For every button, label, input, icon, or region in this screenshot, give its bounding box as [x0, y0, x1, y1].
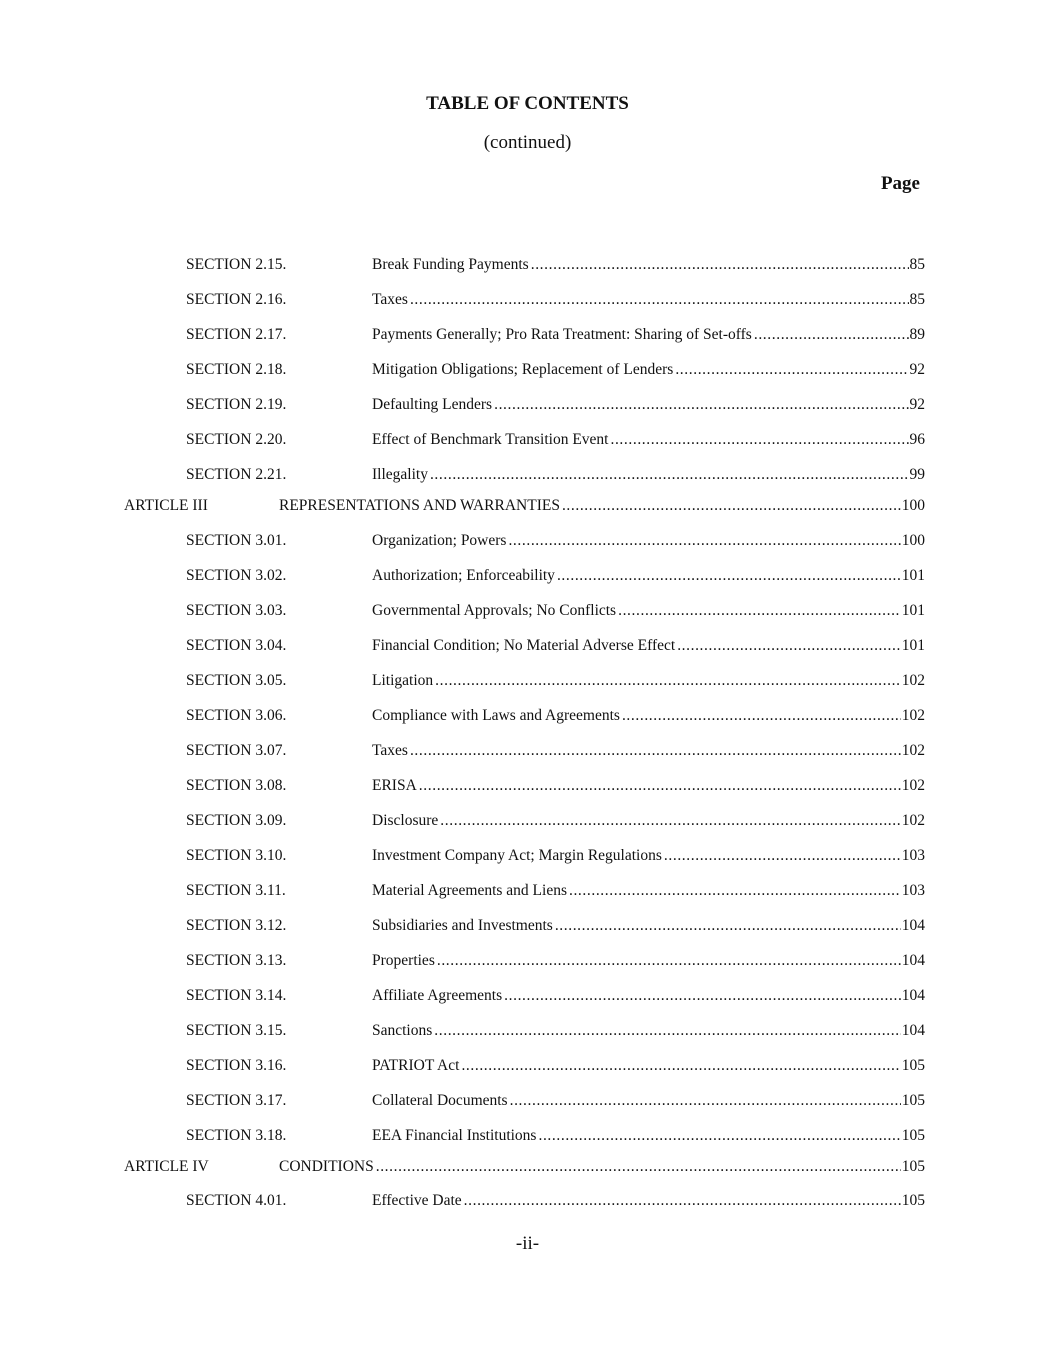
- entry-page-number: 105: [901, 1126, 925, 1144]
- entry-page-number: 92: [909, 396, 925, 413]
- entry-label: SECTION 3.11.: [186, 881, 286, 899]
- toc-section-entry[interactable]: [0, 1183, 1055, 1218]
- entry-title: Mitigation Obligations; Replacement of Lenders: [372, 361, 674, 378]
- dot-leader: [562, 490, 901, 523]
- entry-title: Defaulting Lenders: [372, 396, 493, 413]
- entry-label: SECTION 3.09.: [186, 811, 287, 829]
- entry-title: Material Agreements and Liens: [372, 881, 567, 899]
- entry-title: Financial Condition; No Material Adverse Effect: [372, 636, 676, 654]
- toc-list: [0, 247, 1055, 1218]
- entry-title: Litigation: [372, 671, 434, 689]
- entry-page-number: 105: [901, 1056, 925, 1074]
- entry-label: SECTION 3.13.: [186, 951, 287, 969]
- entry-page-number: 103: [901, 846, 925, 864]
- entry-label: SECTION 3.14.: [186, 986, 287, 1004]
- entry-page-number: 102: [901, 706, 925, 724]
- entry-label: SECTION 3.03.: [186, 601, 287, 619]
- toc-section-entry[interactable]: [0, 247, 1055, 282]
- entry-title: EEA Financial Institutions: [372, 1126, 537, 1144]
- entry-title: Organization; Powers: [372, 531, 507, 549]
- dot-leader: [754, 317, 909, 352]
- entry-label: ARTICLE III: [124, 497, 208, 514]
- toc-section-entry[interactable]: [0, 943, 1055, 978]
- dot-leader: [618, 593, 901, 628]
- toc-section-entry[interactable]: [0, 1118, 1055, 1151]
- dot-leader: [410, 282, 909, 317]
- dot-leader: [435, 663, 901, 698]
- toc-section-entry[interactable]: [0, 523, 1055, 558]
- dot-leader: [464, 1183, 901, 1218]
- entry-page-number: 102: [901, 776, 925, 794]
- dot-leader: [664, 838, 901, 873]
- entry-label: SECTION 2.15.: [186, 256, 287, 273]
- toc-section-entry[interactable]: [0, 908, 1055, 943]
- entry-page-number: 102: [901, 671, 925, 689]
- page-number: -ii-: [515, 1233, 540, 1254]
- entry-title: Effective Date: [372, 1192, 462, 1209]
- entry-page-number: 104: [901, 1021, 925, 1039]
- entry-page-number: 85: [909, 291, 925, 308]
- entry-label: SECTION 2.17.: [186, 326, 287, 343]
- toc-section-entry[interactable]: [0, 1083, 1055, 1118]
- entry-title: Affiliate Agreements: [372, 986, 503, 1004]
- entry-label: SECTION 3.15.: [186, 1021, 287, 1039]
- entry-label: ARTICLE IV: [124, 1157, 209, 1175]
- entry-page-number: 105: [901, 1192, 925, 1209]
- entry-title: Compliance with Laws and Agreements: [372, 706, 620, 724]
- dot-leader: [508, 523, 900, 558]
- entry-page-number: 105: [901, 1091, 925, 1109]
- dot-leader: [538, 1118, 900, 1153]
- dot-leader: [510, 1083, 901, 1118]
- entry-label: SECTION 3.12.: [186, 916, 287, 934]
- entry-title: ERISA: [372, 776, 417, 794]
- entry-label: SECTION 3.04.: [186, 636, 287, 654]
- toc-section-entry[interactable]: [0, 663, 1055, 698]
- entry-page-number: 104: [901, 916, 925, 934]
- entry-page-number: 104: [901, 986, 925, 1004]
- entry-label: SECTION 2.19.: [186, 396, 287, 413]
- entry-title: Effect of Benchmark Transition Event: [372, 431, 609, 448]
- entry-title: CONDITIONS: [279, 1157, 374, 1175]
- entry-page-number: 100: [901, 497, 925, 514]
- toc-section-entry[interactable]: [0, 733, 1055, 768]
- entry-title: Taxes: [372, 291, 408, 308]
- toc-section-entry[interactable]: [0, 698, 1055, 733]
- entry-title: Governmental Approvals; No Conflicts: [372, 601, 617, 619]
- entry-label: SECTION 2.16.: [186, 291, 287, 308]
- entry-page-number: 104: [901, 951, 925, 969]
- entry-title: Break Funding Payments: [372, 256, 529, 273]
- dot-leader: [504, 978, 901, 1013]
- dot-leader: [434, 1013, 900, 1048]
- entry-title: Taxes: [372, 741, 408, 759]
- entry-title: Sanctions: [372, 1021, 433, 1039]
- toc-article-entry[interactable]: [0, 1151, 1055, 1184]
- entry-title: Collateral Documents: [372, 1091, 508, 1109]
- entry-page-number: 101: [901, 601, 925, 619]
- toc-section-entry[interactable]: [0, 317, 1055, 352]
- dot-leader: [430, 457, 909, 492]
- entry-title: Subsidiaries and Investments: [372, 916, 553, 934]
- toc-section-entry[interactable]: [0, 873, 1055, 908]
- dot-leader: [675, 352, 908, 387]
- toc-section-entry[interactable]: [0, 457, 1055, 490]
- entry-label: SECTION 3.02.: [186, 566, 287, 584]
- toc-section-entry[interactable]: [0, 628, 1055, 663]
- entry-page-number: 92: [909, 361, 925, 378]
- toc-section-entry[interactable]: [0, 387, 1055, 422]
- entry-title: Properties: [372, 951, 435, 969]
- entry-label: SECTION 3.16.: [186, 1056, 287, 1074]
- entry-page-number: 89: [909, 326, 925, 343]
- entry-title: Investment Company Act; Margin Regulations: [372, 846, 662, 864]
- entry-page-number: 99: [909, 466, 925, 483]
- entry-page-number: 105: [901, 1157, 925, 1175]
- dot-leader: [610, 422, 908, 457]
- entry-title: PATRIOT Act: [372, 1056, 460, 1074]
- toc-section-entry[interactable]: [0, 593, 1055, 628]
- toc-section-entry[interactable]: [0, 1048, 1055, 1083]
- entry-label: SECTION 2.18.: [186, 361, 287, 378]
- entry-title: Illegality: [372, 466, 428, 483]
- entry-label: SECTION 3.05.: [186, 671, 287, 689]
- dot-leader: [419, 768, 901, 803]
- dot-leader: [410, 733, 901, 768]
- entry-label: SECTION 3.06.: [186, 706, 287, 724]
- entry-title: Payments Generally; Pro Rata Treatment: Sharing of Set-offs: [372, 326, 752, 343]
- page-column-header: Page: [880, 173, 920, 194]
- toc-subtitle: (continued): [483, 132, 572, 153]
- entry-label: SECTION 3.17.: [186, 1091, 287, 1109]
- entry-page-number: 102: [901, 811, 925, 829]
- toc-article-entry[interactable]: [0, 490, 1055, 523]
- dot-leader: [569, 873, 901, 908]
- entry-label: SECTION 3.07.: [186, 741, 287, 759]
- toc-section-entry[interactable]: [0, 558, 1055, 593]
- toc-section-entry[interactable]: [0, 422, 1055, 457]
- dot-leader: [376, 1151, 901, 1184]
- toc-section-entry[interactable]: [0, 838, 1055, 873]
- entry-label: SECTION 3.10.: [186, 846, 287, 864]
- entry-label: SECTION 3.01.: [186, 531, 287, 549]
- entry-page-number: 100: [901, 531, 925, 549]
- entry-title: REPRESENTATIONS AND WARRANTIES: [279, 497, 560, 514]
- toc-section-entry[interactable]: [0, 1013, 1055, 1048]
- entry-title: Authorization; Enforceability: [372, 566, 555, 584]
- dot-leader: [557, 558, 901, 593]
- entry-title: Disclosure: [372, 811, 439, 829]
- dot-leader: [622, 698, 901, 733]
- entry-label: SECTION 2.21.: [186, 466, 287, 483]
- toc-section-entry[interactable]: [0, 978, 1055, 1013]
- toc-section-entry[interactable]: [0, 282, 1055, 317]
- entry-page-number: 101: [901, 636, 925, 654]
- entry-page-number: 85: [909, 256, 925, 273]
- entry-label: SECTION 3.18.: [186, 1126, 287, 1144]
- entry-page-number: 101: [901, 566, 925, 584]
- dot-leader: [555, 908, 901, 943]
- dot-leader: [440, 803, 900, 838]
- toc-section-entry[interactable]: [0, 768, 1055, 803]
- toc-section-entry[interactable]: [0, 803, 1055, 838]
- dot-leader: [461, 1048, 900, 1083]
- entry-page-number: 96: [909, 431, 925, 448]
- entry-label: SECTION 3.08.: [186, 776, 287, 794]
- dot-leader: [494, 387, 908, 422]
- entry-page-number: 102: [901, 741, 925, 759]
- entry-page-number: 103: [901, 881, 925, 899]
- entry-label: SECTION 4.01.: [186, 1192, 287, 1209]
- dot-leader: [437, 943, 901, 978]
- entry-label: SECTION 2.20.: [186, 431, 287, 448]
- toc-section-entry[interactable]: [0, 352, 1055, 387]
- toc-title: TABLE OF CONTENTS: [426, 93, 629, 114]
- dot-leader: [677, 628, 901, 663]
- dot-leader: [531, 247, 909, 282]
